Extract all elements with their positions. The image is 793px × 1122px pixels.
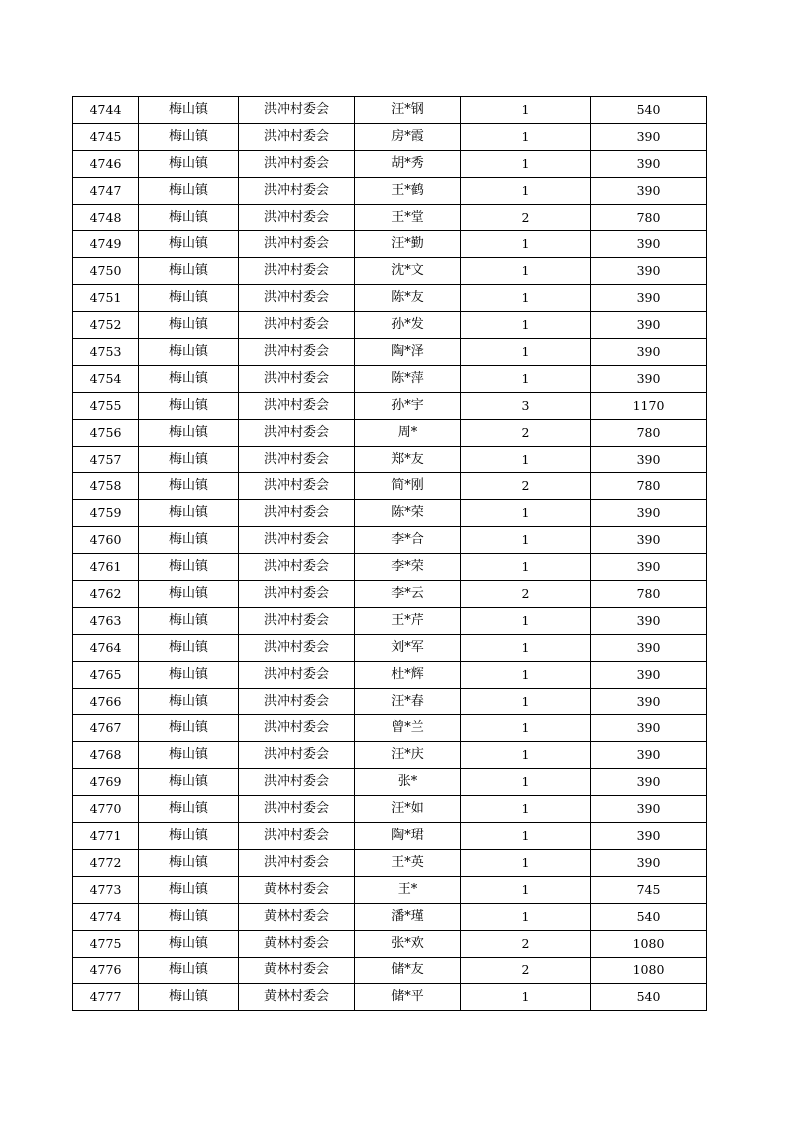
row-number-cell: 4772	[73, 849, 139, 876]
name-cell: 王*英	[355, 849, 461, 876]
table-row	[73, 446, 707, 473]
name-cell: 汪*如	[355, 796, 461, 823]
amount-cell: 390	[591, 500, 707, 527]
amount-cell: 780	[591, 204, 707, 231]
row-number-cell: 4758	[73, 473, 139, 500]
count-cell: 1	[461, 554, 591, 581]
row-number-cell: 4761	[73, 554, 139, 581]
count-cell: 1	[461, 769, 591, 796]
count-cell: 2	[461, 204, 591, 231]
village-committee-cell: 洪冲村委会	[239, 769, 355, 796]
count-cell: 1	[461, 365, 591, 392]
table-row	[73, 419, 707, 446]
count-cell: 1	[461, 661, 591, 688]
row-number-cell: 4760	[73, 527, 139, 554]
table-row	[73, 688, 707, 715]
amount-cell: 1170	[591, 392, 707, 419]
amount-cell: 390	[591, 231, 707, 258]
count-cell: 2	[461, 419, 591, 446]
row-number-cell: 4762	[73, 581, 139, 608]
town-cell: 梅山镇	[139, 715, 239, 742]
village-committee-cell: 洪冲村委会	[239, 500, 355, 527]
row-number-cell: 4750	[73, 258, 139, 285]
table-body	[73, 97, 707, 1011]
amount-cell: 1080	[591, 957, 707, 984]
count-cell: 2	[461, 473, 591, 500]
document-page	[72, 96, 706, 1011]
village-committee-cell: 洪冲村委会	[239, 554, 355, 581]
row-number-cell: 4775	[73, 930, 139, 957]
village-committee-cell: 黄林村委会	[239, 876, 355, 903]
town-cell: 梅山镇	[139, 769, 239, 796]
table-row	[73, 742, 707, 769]
row-number-cell: 4774	[73, 903, 139, 930]
row-number-cell: 4746	[73, 150, 139, 177]
row-number-cell: 4754	[73, 365, 139, 392]
village-committee-cell: 黄林村委会	[239, 930, 355, 957]
table-row	[73, 97, 707, 124]
name-cell: 陶*珺	[355, 823, 461, 850]
name-cell: 李*云	[355, 581, 461, 608]
town-cell: 梅山镇	[139, 688, 239, 715]
town-cell: 梅山镇	[139, 177, 239, 204]
town-cell: 梅山镇	[139, 392, 239, 419]
amount-cell: 540	[591, 903, 707, 930]
count-cell: 3	[461, 392, 591, 419]
town-cell: 梅山镇	[139, 823, 239, 850]
amount-cell: 390	[591, 796, 707, 823]
town-cell: 梅山镇	[139, 285, 239, 312]
row-number-cell: 4769	[73, 769, 139, 796]
row-number-cell: 4749	[73, 231, 139, 258]
table-row	[73, 607, 707, 634]
name-cell: 张*	[355, 769, 461, 796]
amount-cell: 390	[591, 634, 707, 661]
amount-cell: 390	[591, 312, 707, 339]
village-committee-cell: 洪冲村委会	[239, 392, 355, 419]
count-cell: 1	[461, 742, 591, 769]
town-cell: 梅山镇	[139, 150, 239, 177]
name-cell: 李*合	[355, 527, 461, 554]
table-row	[73, 500, 707, 527]
count-cell: 1	[461, 500, 591, 527]
table-row	[73, 204, 707, 231]
count-cell: 1	[461, 285, 591, 312]
amount-cell: 390	[591, 823, 707, 850]
row-number-cell: 4756	[73, 419, 139, 446]
town-cell: 梅山镇	[139, 231, 239, 258]
village-committee-cell: 黄林村委会	[239, 984, 355, 1011]
count-cell: 1	[461, 97, 591, 124]
town-cell: 梅山镇	[139, 634, 239, 661]
town-cell: 梅山镇	[139, 339, 239, 366]
count-cell: 1	[461, 231, 591, 258]
name-cell: 储*友	[355, 957, 461, 984]
village-committee-cell: 洪冲村委会	[239, 607, 355, 634]
amount-cell: 780	[591, 473, 707, 500]
village-committee-cell: 洪冲村委会	[239, 581, 355, 608]
row-number-cell: 4748	[73, 204, 139, 231]
row-number-cell: 4777	[73, 984, 139, 1011]
town-cell: 梅山镇	[139, 473, 239, 500]
table-row	[73, 903, 707, 930]
name-cell: 陶*泽	[355, 339, 461, 366]
row-number-cell: 4744	[73, 97, 139, 124]
count-cell: 2	[461, 930, 591, 957]
name-cell: 杜*辉	[355, 661, 461, 688]
count-cell: 1	[461, 715, 591, 742]
village-committee-cell: 洪冲村委会	[239, 204, 355, 231]
amount-cell: 745	[591, 876, 707, 903]
village-committee-cell: 洪冲村委会	[239, 634, 355, 661]
amount-cell: 780	[591, 419, 707, 446]
row-number-cell: 4764	[73, 634, 139, 661]
row-number-cell: 4747	[73, 177, 139, 204]
name-cell: 潘*瑾	[355, 903, 461, 930]
table-row	[73, 876, 707, 903]
table-row	[73, 769, 707, 796]
name-cell: 王*鹤	[355, 177, 461, 204]
town-cell: 梅山镇	[139, 876, 239, 903]
row-number-cell: 4759	[73, 500, 139, 527]
row-number-cell: 4763	[73, 607, 139, 634]
count-cell: 1	[461, 876, 591, 903]
count-cell: 1	[461, 903, 591, 930]
name-cell: 周*	[355, 419, 461, 446]
amount-cell: 540	[591, 97, 707, 124]
town-cell: 梅山镇	[139, 661, 239, 688]
village-committee-cell: 洪冲村委会	[239, 285, 355, 312]
amount-cell: 390	[591, 339, 707, 366]
count-cell: 1	[461, 258, 591, 285]
name-cell: 郑*友	[355, 446, 461, 473]
count-cell: 1	[461, 984, 591, 1011]
table-row	[73, 661, 707, 688]
town-cell: 梅山镇	[139, 312, 239, 339]
town-cell: 梅山镇	[139, 581, 239, 608]
amount-cell: 780	[591, 581, 707, 608]
name-cell: 张*欢	[355, 930, 461, 957]
amount-cell: 390	[591, 123, 707, 150]
table-row	[73, 177, 707, 204]
town-cell: 梅山镇	[139, 607, 239, 634]
town-cell: 梅山镇	[139, 742, 239, 769]
name-cell: 陈*友	[355, 285, 461, 312]
row-number-cell: 4766	[73, 688, 139, 715]
village-committee-cell: 洪冲村委会	[239, 231, 355, 258]
table-row	[73, 715, 707, 742]
table-row	[73, 258, 707, 285]
town-cell: 梅山镇	[139, 446, 239, 473]
village-committee-cell: 洪冲村委会	[239, 527, 355, 554]
amount-cell: 390	[591, 150, 707, 177]
town-cell: 梅山镇	[139, 796, 239, 823]
village-committee-cell: 黄林村委会	[239, 957, 355, 984]
village-committee-cell: 洪冲村委会	[239, 258, 355, 285]
count-cell: 1	[461, 796, 591, 823]
town-cell: 梅山镇	[139, 554, 239, 581]
count-cell: 1	[461, 634, 591, 661]
village-committee-cell: 洪冲村委会	[239, 150, 355, 177]
row-number-cell: 4770	[73, 796, 139, 823]
name-cell: 陈*荣	[355, 500, 461, 527]
village-committee-cell: 洪冲村委会	[239, 661, 355, 688]
village-committee-cell: 洪冲村委会	[239, 339, 355, 366]
count-cell: 1	[461, 823, 591, 850]
count-cell: 1	[461, 177, 591, 204]
town-cell: 梅山镇	[139, 930, 239, 957]
town-cell: 梅山镇	[139, 849, 239, 876]
name-cell: 房*霞	[355, 123, 461, 150]
name-cell: 汪*勤	[355, 231, 461, 258]
name-cell: 刘*军	[355, 634, 461, 661]
amount-cell: 390	[591, 715, 707, 742]
table-row	[73, 150, 707, 177]
amount-cell: 540	[591, 984, 707, 1011]
table-row	[73, 123, 707, 150]
amount-cell: 390	[591, 177, 707, 204]
town-cell: 梅山镇	[139, 97, 239, 124]
amount-cell: 390	[591, 688, 707, 715]
row-number-cell: 4776	[73, 957, 139, 984]
row-number-cell: 4751	[73, 285, 139, 312]
count-cell: 1	[461, 339, 591, 366]
row-number-cell: 4767	[73, 715, 139, 742]
row-number-cell: 4768	[73, 742, 139, 769]
village-committee-cell: 洪冲村委会	[239, 312, 355, 339]
amount-cell: 1080	[591, 930, 707, 957]
count-cell: 1	[461, 150, 591, 177]
village-committee-cell: 黄林村委会	[239, 903, 355, 930]
amount-cell: 390	[591, 607, 707, 634]
village-committee-cell: 洪冲村委会	[239, 473, 355, 500]
name-cell: 曾*兰	[355, 715, 461, 742]
town-cell: 梅山镇	[139, 984, 239, 1011]
village-committee-cell: 洪冲村委会	[239, 688, 355, 715]
count-cell: 1	[461, 849, 591, 876]
table-row	[73, 957, 707, 984]
row-number-cell: 4765	[73, 661, 139, 688]
town-cell: 梅山镇	[139, 204, 239, 231]
row-number-cell: 4752	[73, 312, 139, 339]
count-cell: 2	[461, 957, 591, 984]
village-committee-cell: 洪冲村委会	[239, 419, 355, 446]
town-cell: 梅山镇	[139, 258, 239, 285]
name-cell: 沈*文	[355, 258, 461, 285]
amount-cell: 390	[591, 365, 707, 392]
amount-cell: 390	[591, 742, 707, 769]
amount-cell: 390	[591, 769, 707, 796]
name-cell: 孙*发	[355, 312, 461, 339]
village-committee-cell: 洪冲村委会	[239, 796, 355, 823]
table-row	[73, 930, 707, 957]
name-cell: 简*刚	[355, 473, 461, 500]
table-row	[73, 339, 707, 366]
count-cell: 1	[461, 312, 591, 339]
count-cell: 2	[461, 581, 591, 608]
name-cell: 孙*宇	[355, 392, 461, 419]
table-row	[73, 581, 707, 608]
village-committee-cell: 洪冲村委会	[239, 849, 355, 876]
name-cell: 汪*庆	[355, 742, 461, 769]
town-cell: 梅山镇	[139, 419, 239, 446]
table-row	[73, 796, 707, 823]
town-cell: 梅山镇	[139, 123, 239, 150]
village-committee-cell: 洪冲村委会	[239, 97, 355, 124]
name-cell: 汪*春	[355, 688, 461, 715]
amount-cell: 390	[591, 258, 707, 285]
town-cell: 梅山镇	[139, 527, 239, 554]
table-row	[73, 984, 707, 1011]
amount-cell: 390	[591, 554, 707, 581]
name-cell: 王*堂	[355, 204, 461, 231]
table-row	[73, 823, 707, 850]
name-cell: 王*	[355, 876, 461, 903]
name-cell: 李*荣	[355, 554, 461, 581]
name-cell: 王*芹	[355, 607, 461, 634]
town-cell: 梅山镇	[139, 365, 239, 392]
data-table	[72, 96, 707, 1011]
row-number-cell: 4745	[73, 123, 139, 150]
table-row	[73, 527, 707, 554]
town-cell: 梅山镇	[139, 957, 239, 984]
row-number-cell: 4773	[73, 876, 139, 903]
village-committee-cell: 洪冲村委会	[239, 177, 355, 204]
name-cell: 胡*秀	[355, 150, 461, 177]
table-row	[73, 634, 707, 661]
table-row	[73, 554, 707, 581]
amount-cell: 390	[591, 527, 707, 554]
row-number-cell: 4757	[73, 446, 139, 473]
village-committee-cell: 洪冲村委会	[239, 742, 355, 769]
table-row	[73, 849, 707, 876]
name-cell: 陈*萍	[355, 365, 461, 392]
village-committee-cell: 洪冲村委会	[239, 823, 355, 850]
table-row	[73, 312, 707, 339]
village-committee-cell: 洪冲村委会	[239, 123, 355, 150]
count-cell: 1	[461, 446, 591, 473]
amount-cell: 390	[591, 285, 707, 312]
row-number-cell: 4755	[73, 392, 139, 419]
count-cell: 1	[461, 527, 591, 554]
count-cell: 1	[461, 607, 591, 634]
village-committee-cell: 洪冲村委会	[239, 365, 355, 392]
count-cell: 1	[461, 688, 591, 715]
table-row	[73, 365, 707, 392]
village-committee-cell: 洪冲村委会	[239, 715, 355, 742]
table-row	[73, 392, 707, 419]
table-row	[73, 231, 707, 258]
town-cell: 梅山镇	[139, 903, 239, 930]
name-cell: 储*平	[355, 984, 461, 1011]
amount-cell: 390	[591, 446, 707, 473]
row-number-cell: 4753	[73, 339, 139, 366]
table-row	[73, 473, 707, 500]
table-row	[73, 285, 707, 312]
name-cell: 汪*钢	[355, 97, 461, 124]
village-committee-cell: 洪冲村委会	[239, 446, 355, 473]
amount-cell: 390	[591, 661, 707, 688]
row-number-cell: 4771	[73, 823, 139, 850]
count-cell: 1	[461, 123, 591, 150]
amount-cell: 390	[591, 849, 707, 876]
town-cell: 梅山镇	[139, 500, 239, 527]
